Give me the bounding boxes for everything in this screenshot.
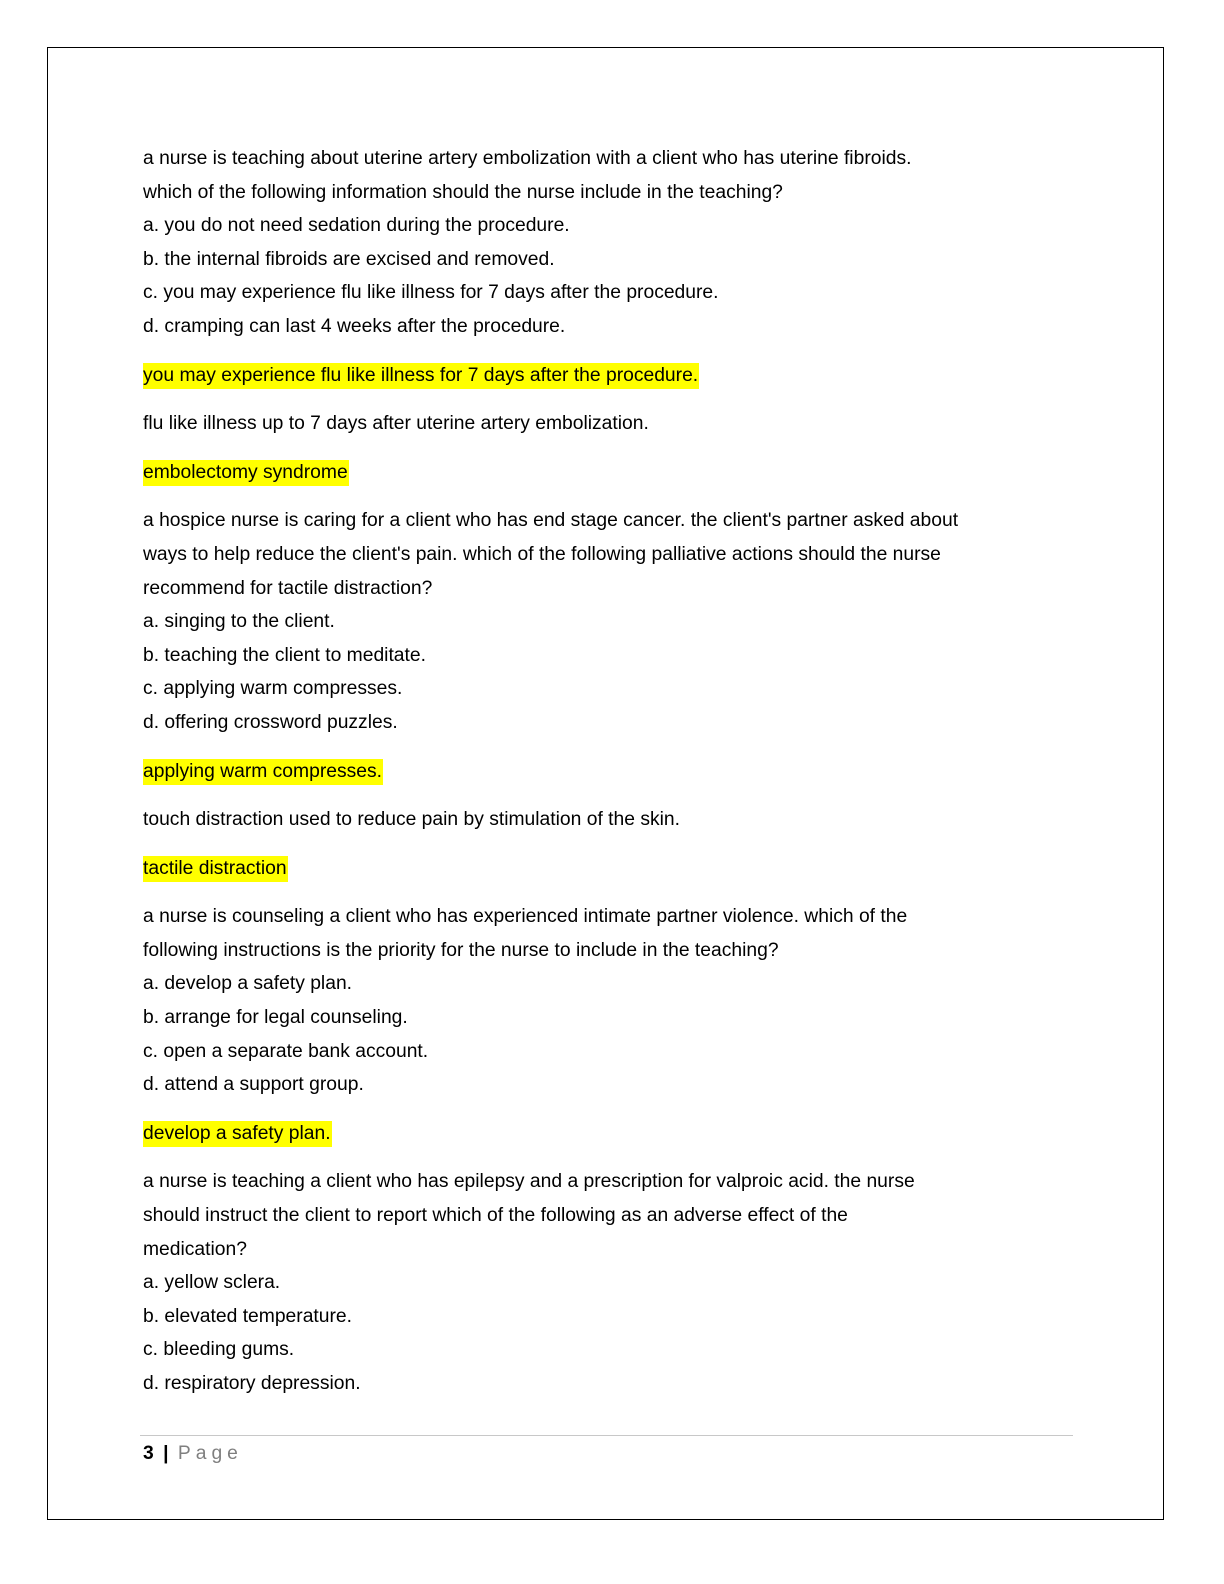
- question-2-answer-highlight: applying warm compresses.: [143, 759, 383, 785]
- question-1-option-d: d. cramping can last 4 weeks after the procedure.: [143, 315, 566, 337]
- question-2-stem-line-2: ways to help reduce the client's pain. which of the following palliative actions should the nurse: [143, 543, 941, 565]
- question-4: [143, 1165, 1083, 1400]
- question-4-option-d: d. respiratory depression.: [143, 1373, 361, 1394]
- question-3-answer-highlight: develop a safety plan.: [143, 1121, 332, 1147]
- question-1-option-c: c. you may experience flu like illness for 7 days after the procedure.: [143, 282, 719, 304]
- question-2-stem-line-3: recommend for tactile distraction?: [143, 577, 433, 599]
- question-2-stem-line-1: a hospice nurse is caring for a client who has end stage cancer. the client's partner asked about: [143, 510, 959, 532]
- question-3-stem-line-1: a nurse is counseling a client who has experienced intimate partner violence. which of the: [143, 906, 908, 928]
- footer-divider: [140, 1435, 1073, 1436]
- question-2-option-d: d. offering crossword puzzles.: [143, 711, 398, 733]
- question-2-option-c: c. applying warm compresses.: [143, 678, 403, 700]
- question-2: [143, 504, 1083, 739]
- question-1-option-b: b. the internal fibroids are excised and removed.: [143, 248, 555, 270]
- question-1-stem-line-1: a nurse is teaching about uterine artery embolization with a client who has uterine fibroids.: [143, 148, 912, 169]
- question-2-answer: [143, 755, 1083, 789]
- question-1: [143, 142, 1083, 344]
- question-1-rationale: flu like illness up to 7 days after uterine artery embolization.: [143, 413, 649, 435]
- page-number: 3: [143, 1443, 154, 1464]
- question-4-option-b: b. elevated temperature.: [143, 1305, 353, 1327]
- footer-separator: |: [163, 1443, 169, 1464]
- question-3-stem-line-2: following instructions is the priority for the nurse to include in the teaching?: [143, 939, 779, 961]
- question-1-term: [143, 456, 1083, 490]
- question-3-answer: [143, 1117, 1083, 1151]
- question-4-option-a: a. yellow sclera.: [143, 1272, 281, 1294]
- page-label: Page: [177, 1443, 243, 1464]
- page-footer: [143, 1440, 243, 1468]
- question-2-option-a: a. singing to the client.: [143, 611, 335, 633]
- question-2-term: [143, 852, 1083, 886]
- question-2-rationale: touch distraction used to reduce pain by stimulation of the skin.: [143, 809, 680, 831]
- question-2-option-b: b. teaching the client to meditate.: [143, 644, 426, 666]
- question-3-option-c: c. open a separate bank account.: [143, 1040, 429, 1062]
- question-4-stem-line-3: medication?: [143, 1238, 247, 1260]
- question-1-option-a: a. you do not need sedation during the procedure.: [143, 215, 570, 237]
- question-4-stem-line-1: a nurse is teaching a client who has epilepsy and a prescription for valproic acid. the nurse: [143, 1171, 915, 1193]
- question-1-answer: [143, 359, 1083, 393]
- question-1-answer-highlight: you may experience flu like illness for 7 days after the procedure.: [143, 363, 699, 389]
- document-body: [143, 142, 1083, 1401]
- question-3-option-a: a. develop a safety plan.: [143, 973, 353, 995]
- question-1-term-highlight: embolectomy syndrome: [143, 460, 349, 486]
- question-2-term-highlight: tactile distraction: [143, 856, 288, 882]
- question-4-option-c: c. bleeding gums.: [143, 1339, 295, 1361]
- question-4-stem-line-2: should instruct the client to report which of the following as an adverse effect of the: [143, 1205, 848, 1227]
- question-3-option-d: d. attend a support group.: [143, 1074, 364, 1096]
- question-3: [143, 900, 1083, 1102]
- question-3-option-b: b. arrange for legal counseling.: [143, 1007, 408, 1029]
- question-1-stem-line-2: which of the following information should the nurse include in the teaching?: [143, 181, 783, 203]
